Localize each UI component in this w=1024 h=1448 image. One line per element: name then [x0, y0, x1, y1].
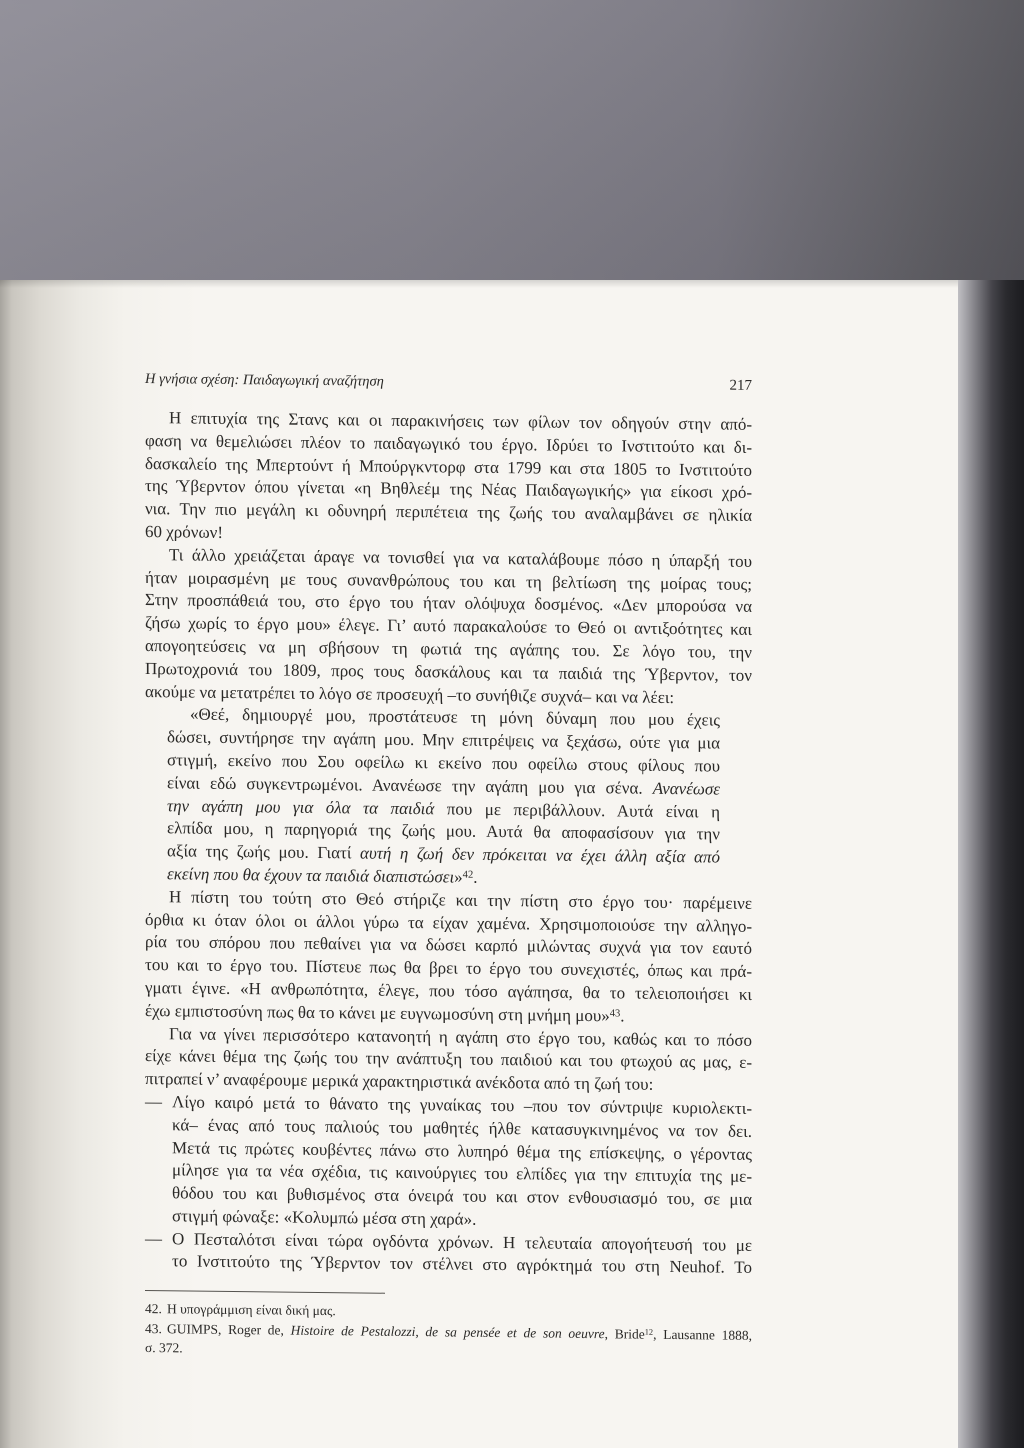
footnote-line: Η υπογράμμιση είναι δική μας.: [167, 1301, 336, 1319]
text-line: κά– ένας από τους παλιούς του μαθητές ήλθε κατασυγκινημένος να τον δει.: [172, 1115, 752, 1141]
text-line: Η επιτυχία της Στανς και οι παρακινήσεις των φίλων τον οδηγούν στην από-: [169, 408, 752, 434]
text-line: 60 χρόνων!: [145, 521, 224, 542]
dash-marker: —: [145, 1228, 162, 1248]
text-run: αξία της ζωής μου. Γιατί: [167, 841, 361, 863]
emphasized-text: την αγάπη μου για όλα τα παιδιά: [167, 795, 435, 818]
text-line: Πρωτοχρονιά του 1809, προς τους δασκάλους και τα παιδιά της Ύβερντον, τον: [145, 658, 752, 685]
footnote: [145, 1319, 752, 1365]
text-line: ήταν μοιρασμένη με τους συνανθρώπους του και τη βελτίωση της μοίρας τους;: [145, 567, 752, 594]
paragraph-1: [145, 407, 752, 551]
text-run: είναι εδώ συγκεντρωμένοι. Ανανέωσε την αγάπη μου για σένα.: [167, 772, 653, 798]
text-run: .: [620, 1006, 625, 1026]
footnote-ref: 43: [609, 1008, 621, 1020]
anecdote-item: [145, 1091, 752, 1235]
text-run: , Bride: [604, 1325, 645, 1342]
text-run: , Lausanne 1888,: [653, 1326, 753, 1343]
footnote-ref: 42: [462, 869, 474, 881]
text-run: .: [473, 867, 478, 887]
running-head: [145, 369, 752, 396]
text-line: του και το έργο του. Πίστευε πως θα βρει το έργο του συνεχιστές, όπως και πρά-: [145, 955, 752, 982]
text-run: »: [454, 867, 463, 887]
anecdote-item: [145, 1228, 752, 1280]
text-line: δασκαλείο της Μπερτούντ ή Μπούργκντορφ στα 1799 και στα 1805 το Ινστιτούτο: [145, 453, 752, 480]
text-line: απογοητεύσεις να μη σβήσουν τη φωτιά της αγάπης του. Σε λόγο του, την: [145, 635, 752, 662]
running-title: Η γνήσια σχέση: Παιδαγωγική αναζήτηση: [145, 371, 384, 390]
text-line: νια. Την πιο μεγάλη κι οδυνηρή περιπέτεια της ζωής του αναλαμβάνει σε ηλικία: [145, 499, 752, 526]
text-run: έχω εμπιστοσύνη πως θα το κάνει με ευγνωμοσύνη στη μνήμη μου»: [145, 1000, 610, 1025]
paragraph-3: [145, 886, 752, 1030]
text-line: Τι άλλο χρειάζεται άραγε να τονισθεί για να καταλάβουμε πόσο η ύπαρξή του: [169, 545, 752, 571]
text-line: όρθια κι όταν όλοι οι άλλοι γύρω τα είχαν χαμένα. Χρησιμοποιούσε την αλληγο-: [145, 909, 752, 936]
footnote-number: 43.: [145, 1320, 162, 1336]
emphasized-text: αυτή η ζωή δεν πρόκειται να έχει άλλη αξία από: [360, 843, 720, 867]
text-run: που με περιβάλλουν. Αυτά είναι η: [434, 798, 720, 822]
text-line: της Ύβερντον όπου γίνεται «η Βηθλεέμ της Νέας Παιδαγωγικής» για είκοσι χρό-: [145, 476, 752, 503]
footnote-number: 42.: [145, 1301, 162, 1317]
page-text-column: [145, 0, 752, 1387]
text-line: Μετά τις πρώτες κουβέντες πάνω στο λυπηρό θέμα της επίσκεψης, ο γέροντας: [172, 1137, 752, 1164]
text-line: πιτραπεί ν’ αναφέρουμε μερικά χαρακτηριστικά ανέκδοτα από τη ζωή του:: [145, 1069, 654, 1094]
text-line: Η πίστη του τούτη στο Θεό στήριζε και την πίστη στο έργο του· παρέμεινε: [169, 887, 752, 913]
page-number: 217: [729, 377, 752, 394]
text-line: στιγμή φώναξε: «Κολυμπώ μέσα στη χαρά».: [172, 1206, 477, 1229]
emphasized-text: εκείνη που θα έχουν τα παιδιά διαπιστώσει: [167, 864, 455, 887]
book-title: Histoire de Pestalozzi, de sa pensée et de son oeuvre: [290, 1322, 605, 1341]
text-line: ακούμε να μετατρέπει το λόγο σε προσευχή –το συνήθιζε συχνά– και να λέει:: [145, 681, 675, 707]
footnotes: [145, 1299, 752, 1364]
dash-marker: —: [145, 1091, 162, 1112]
text-line: «Θεέ, δημιουργέ μου, προστάτευσε τη μόνη δύναμη που μου έχεις: [190, 704, 720, 730]
edition-superscript: 12: [644, 1327, 654, 1337]
text-line: ελπίδα μου, η παρηγοριά της ζωής μου. Αυτά θα αποφασίσουν για την: [167, 818, 720, 844]
text-line: είχε κάνει θέμα της ζωής του την ανάπτυξη του παιδιού και του φτωχού ας μας, ε-: [145, 1046, 752, 1073]
text-run: GUIMPS, Roger de,: [167, 1320, 291, 1338]
text-line: θόδου του και βυθισμένος στα όνειρά του και στον ενθουσιασμό του, σε μια: [172, 1183, 752, 1209]
text-line: στιγμή, εκείνο που Σου οφείλω κι εκείνο που οφείλω στους φίλους που: [167, 750, 720, 776]
paragraph-2: [145, 544, 752, 710]
text-line: Λίγο καιρό μετά το θάνατο της γυναίκας του –που τον σύντριψε κυριολεκτι-: [172, 1092, 752, 1118]
text-line: δώσει, συντήρησε την αγάπη μου. Μην επιτρέψεις να ξεχάσω, ούτε για μια: [167, 727, 720, 753]
page-edge-shadow: [958, 280, 1024, 1448]
block-quote: [167, 704, 720, 893]
text-line: Ο Πεσταλότσι είναι τώρα ογδόντα χρόνων. Η τελευταία απογοήτευσή του με: [172, 1228, 752, 1255]
footnote-line: σ. 372.: [145, 1340, 183, 1356]
main-text: [145, 407, 752, 1280]
text-line: το Ινστιτούτο της Ύβερντον τον στέλνει στο αγρόκτημά του στη Neuhof. Το: [172, 1251, 752, 1278]
text-line: μίλησε για τα νέα σχέδια, τις καινούργιες του ελπίδες για την επιτυχία της με-: [172, 1160, 752, 1187]
text-line: Στην προσπάθειά του, στο έργο του ήταν ολόψυχα δοσμένος. «Δεν μπορούσα να: [145, 590, 752, 617]
text-line: Για να γίνει περισσότερο κατανοητή η αγάπη στο έργο του, καθώς και το πόσο: [169, 1023, 752, 1050]
emphasized-text: Ανανέωσε: [652, 778, 720, 799]
footnote-separator: [145, 1290, 385, 1294]
text-line: ζήσω χωρίς το έργο μου» έλεγε. Γι’ αυτό παρακαλούσε το Θεό οι αντιξοότητες και: [145, 613, 752, 640]
text-line: γματι έγινε. «Η ανθρωπότητα, έλεγε, που τόσο αγάπησα, θα το τελειοποιήσει κι: [145, 977, 752, 1004]
paragraph-4: [145, 1023, 752, 1098]
text-line: φαση να θεμελιώσει πλέον το παιδαγωγικό του έργο. Ιδρύει το Ινστιτούτο και δι-: [145, 430, 752, 457]
text-line: ρία του σπόρου που πεθαίνει για να δώσει καρπό μιλώντας συχνά για τον εαυτό: [145, 932, 752, 959]
